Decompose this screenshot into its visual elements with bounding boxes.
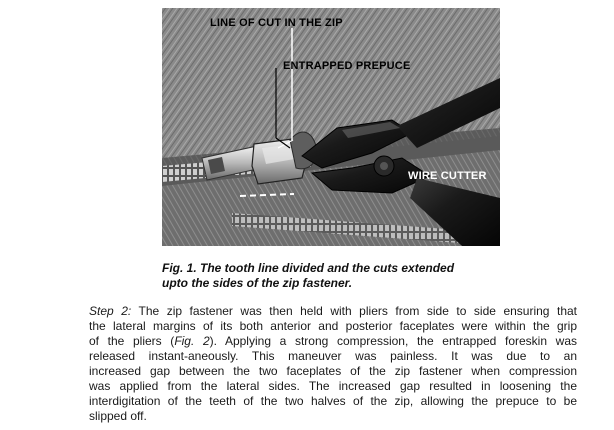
body-line-text: of the pliers (	[89, 334, 175, 348]
figure-caption	[162, 261, 507, 291]
body-paragraph	[89, 304, 577, 424]
body-line-text: The zip fastener was then held with pliers from side to side ensuring that	[131, 304, 577, 318]
body-line: was applied from the lateral sides. The increased gap resulted in loosening the	[89, 379, 577, 393]
body-line-text: ). Applying a strong compression, the entrapped foreskin was	[209, 334, 577, 348]
caption-line: upto the sides of the zip fastener.	[162, 276, 353, 290]
label-entrapped-prepuce: ENTRAPPED PREPUCE	[283, 60, 411, 72]
step-label: Step 2:	[89, 304, 132, 318]
figure-reference: Fig. 2	[174, 334, 210, 348]
body-line: released instant-aneously. This maneuver was painless. It was due to an	[89, 349, 577, 363]
body-line: the lateral margins of its both anterior and posterior faceplates were within the grip	[89, 319, 577, 333]
label-line-of-cut: LINE OF CUT IN THE ZIP	[210, 17, 343, 29]
figure-photo	[162, 8, 500, 246]
body-line: increased gap between the two faceplates of the zip fastener when compression	[89, 364, 577, 378]
body-line: interdigitation of the teeth of the two halves of the zip, allowing the prepuce to be	[89, 394, 577, 408]
caption-line: Fig. 1. The tooth line divided and the cuts extended	[162, 261, 455, 275]
label-wire-cutter: WIRE CUTTER	[408, 170, 487, 182]
body-line: slipped off.	[89, 409, 147, 423]
zip-photo-illustration	[162, 8, 500, 246]
body-line	[89, 304, 577, 319]
body-line	[89, 334, 577, 349]
